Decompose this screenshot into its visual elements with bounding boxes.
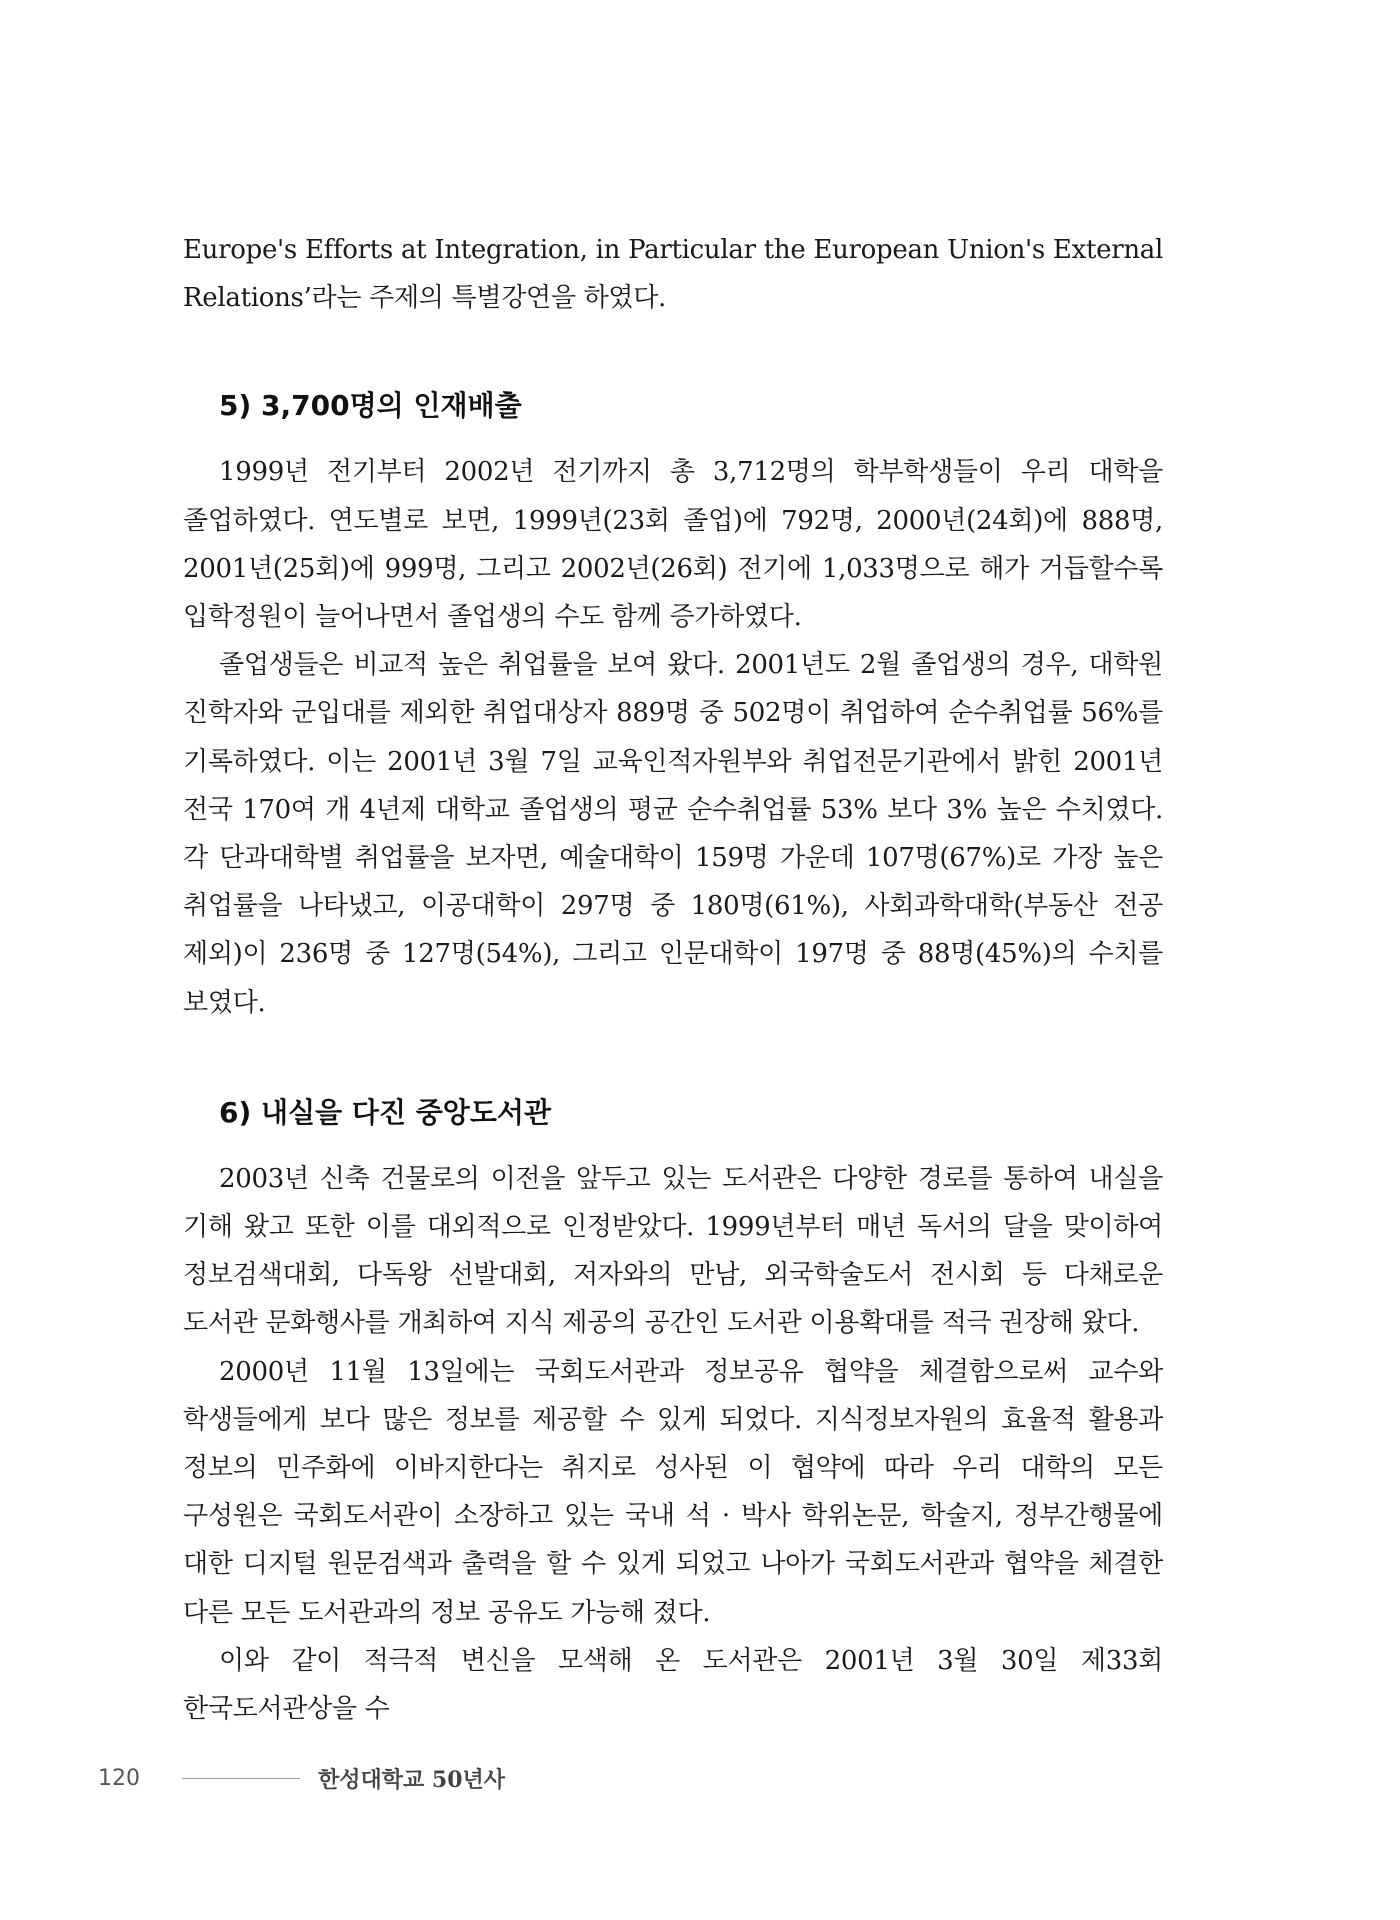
paragraph-employment: 졸업생들은 비교적 높은 취업률을 보여 왔다. 2001년도 2월 졸업생의 경우, 대학원 진학자와 군입대를 제외한 취업대상자 889명 중 502명이 취업하여 순수취업률 56%를 기록하였다. 이는 2001년 3월 7일 교육인적자원부와 취업전문기관에서 밝힌 2001년 전국 170여 개 4년제 대학교 졸업생의 평균 순수취업률 53% 보다 3% 높은 수치였다. 각 단과대학별 취업률을 보자면, 예술대학이 159명 가운데 107명(67%)로 가장 높은 취업률을 나타냈고, 이공대학이 297명 중 180명(61%), 사회과학대학(부동산 전공 제외)이 236명 중 127명(54%), 그리고 인문대학이 197명 중 88명(45%)의 수치를 보였다. [183,650,1163,1018]
paragraph-library-agreement: 2000년 11월 13일에는 국회도서관과 정보공유 협약을 체결함으로써 교수와 학생들에게 보다 많은 정보를 제공할 수 있게 되었다. 지식정보자원의 효율적 활용과 정보의 민주화에 이바지한다는 취지로 성사된 이 협약에 따라 우리 대학의 모든 구성원은 국회도서관이 소장하고 있는 국내 석 · 박사 학위논문, 학술지, 정부간행물에 대한 디지털 원문검색과 출력을 할 수 있게 되었고 나아가 국회도서관과 협약을 체결한 다른 모든 도서관과의 정보 공유도 가능해 졌다. [183,1356,1163,1628]
footer-divider [182,1778,300,1779]
section-heading-talent: 5) 3,700명의 인재배출 [219,389,522,423]
page-body [183,226,1163,1733]
paragraph-library-award: 이와 같이 적극적 변신을 모색해 온 도서관은 2001년 3월 30일 제33회 한국도서관상을 수 [183,1645,1163,1725]
section-heading-library: 6) 내실을 다진 중앙도서관 [219,1095,552,1129]
page-number: 120 [98,1765,140,1791]
book-title: 한성대학교 50년사 [318,1766,506,1793]
intro-paragraph: Europe's Efforts at Integration, in Particular the European Union's External Relations’라는 주제의 특별강연을 하였다. [183,235,1163,314]
page-footer [98,1760,505,1796]
paragraph-library-events: 2003년 신축 건물로의 이전을 앞두고 있는 도서관은 다양한 경로를 통하여 내실을 기해 왔고 또한 이를 대외적으로 인정받았다. 1999년부터 매년 독서의 달을 맞이하여 정보검색대회, 다독왕 선발대회, 저자와의 만남, 외국학술도서 전시회 등 다채로운 도서관 문화행사를 개최하여 지식 제공의 공간인 도서관 이용확대를 적극 권장해 왔다. [183,1163,1163,1339]
paragraph-graduates: 1999년 전기부터 2002년 전기까지 총 3,712명의 학부학생들이 우리 대학을 졸업하였다. 연도별로 보면, 1999년(23회 졸업)에 792명, 2000년(24회)에 888명, 2001년(25회)에 999명, 그리고 2002년(26회) 전기에 1,033명으로 해가 거듭할수록 입학정원이 늘어나면서 졸업생의 수도 함께 증가하였다. [183,457,1163,633]
